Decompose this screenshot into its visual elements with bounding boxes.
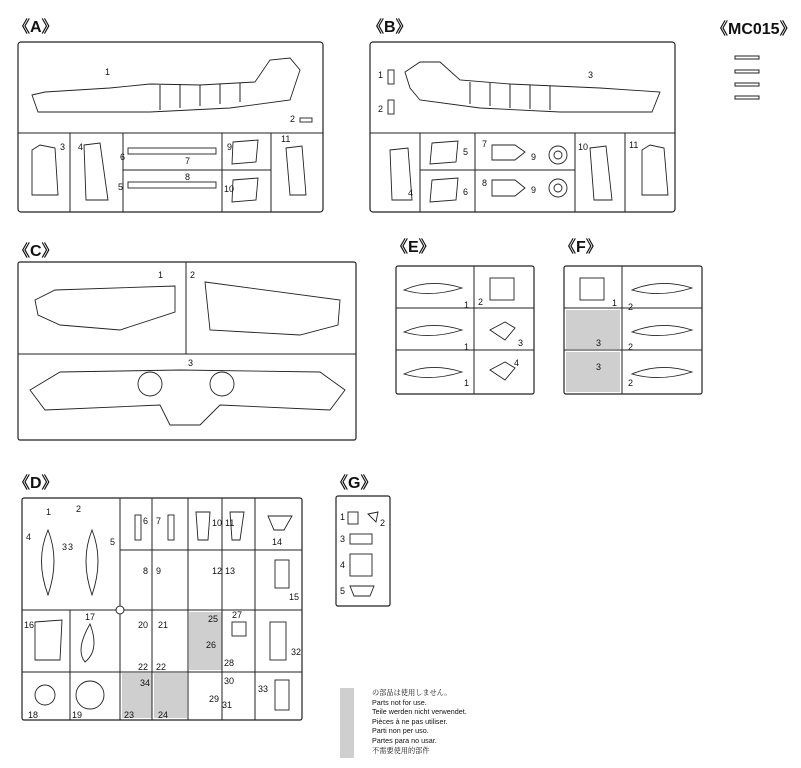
svg-text:3: 3 [188,358,194,368]
svg-text:3: 3 [596,338,602,348]
svg-text:11: 11 [629,140,639,150]
svg-text:13: 13 [225,566,236,576]
svg-text:8: 8 [143,566,149,576]
svg-text:17: 17 [85,612,96,622]
svg-text:22: 22 [138,662,149,672]
svg-text:1: 1 [46,507,52,517]
svg-text:25: 25 [208,614,219,624]
svg-text:3: 3 [588,70,594,80]
svg-text:7: 7 [156,516,162,526]
svg-text:2: 2 [628,302,634,312]
svg-text:4: 4 [514,358,520,368]
sprue-b-label: 《B》 [368,19,412,36]
svg-text:2: 2 [76,504,82,514]
svg-text:7: 7 [482,139,488,149]
svg-text:9: 9 [156,566,162,576]
sprue-g-label: 《G》 [332,475,377,492]
product-code: 《MC015》 [712,21,796,38]
svg-text:7: 7 [185,156,191,166]
svg-text:3: 3 [68,542,74,552]
svg-text:1: 1 [378,70,384,80]
svg-text:31: 31 [222,700,233,710]
legend-line-ja: の部品は使用しません。 [372,688,452,697]
svg-text:10: 10 [212,518,223,528]
svg-text:16: 16 [24,620,35,630]
svg-text:2: 2 [380,518,386,528]
svg-text:19: 19 [72,710,83,720]
svg-text:2: 2 [478,297,484,307]
unused-parts-legend [372,688,467,755]
svg-text:8: 8 [482,178,488,188]
svg-text:2: 2 [378,104,384,114]
svg-text:29: 29 [209,694,220,704]
svg-text:21: 21 [158,620,169,630]
svg-text:6: 6 [463,187,469,197]
svg-text:1: 1 [464,342,470,352]
svg-text:23: 23 [124,710,135,720]
svg-text:6: 6 [120,152,126,162]
svg-text:2: 2 [628,342,634,352]
svg-text:1: 1 [464,300,470,310]
svg-text:8: 8 [185,172,191,182]
legend-line-es: Partes para no usar. [372,735,437,745]
svg-text:12: 12 [212,566,223,576]
svg-text:1: 1 [158,270,164,280]
svg-text:1: 1 [105,67,111,77]
svg-text:5: 5 [463,147,469,157]
sprue-f-label: 《F》 [560,239,602,256]
svg-text:28: 28 [224,658,235,668]
svg-text:27: 27 [232,610,243,620]
svg-text:11: 11 [225,518,235,528]
svg-text:4: 4 [26,532,32,542]
svg-text:5: 5 [118,182,124,192]
legend-line-it: Parti non per uso. [372,726,429,736]
svg-text:9: 9 [531,152,537,162]
legend-line-de: Teile werden nicht verwendet. [372,707,467,717]
svg-text:4: 4 [408,188,414,198]
svg-text:24: 24 [158,710,169,720]
svg-text:20: 20 [138,620,149,630]
svg-text:4: 4 [78,142,84,152]
svg-text:34: 34 [140,678,151,688]
sprue-d-label: 《D》 [14,475,58,492]
svg-text:3: 3 [340,534,346,544]
svg-text:14: 14 [272,537,283,547]
svg-text:26: 26 [206,640,217,650]
legend-line-fr: Pièces à ne pas utiliser. [372,716,448,726]
legend-line-zh: 不需要使用的部件 [372,745,430,755]
svg-text:3: 3 [518,338,524,348]
svg-text:30: 30 [224,676,235,686]
svg-text:2: 2 [628,378,634,388]
svg-text:22: 22 [156,662,167,672]
svg-text:32: 32 [291,647,302,657]
svg-text:15: 15 [289,592,300,602]
svg-text:1: 1 [340,512,346,522]
svg-text:9: 9 [531,185,537,195]
svg-text:2: 2 [190,270,196,280]
legend-line-en: Parts not for use. [372,697,427,707]
svg-text:1: 1 [464,378,470,388]
svg-text:33: 33 [258,684,269,694]
svg-text:3: 3 [596,362,602,372]
svg-text:1: 1 [612,298,618,308]
svg-text:4: 4 [340,560,346,570]
unused-parts-swatch [340,688,354,758]
svg-text:2: 2 [290,114,296,124]
svg-text:10: 10 [224,184,235,194]
svg-text:11: 11 [281,134,291,144]
svg-text:18: 18 [28,710,39,720]
svg-text:3: 3 [60,142,66,152]
sprue-a-label: 《A》 [14,19,58,36]
svg-text:9: 9 [227,142,233,152]
svg-text:5: 5 [110,537,116,547]
sprue-e-label: 《E》 [392,239,435,256]
sprue-c-label: 《C》 [14,243,58,260]
svg-text:3: 3 [62,542,68,552]
svg-text:10: 10 [578,142,589,152]
svg-text:6: 6 [143,516,149,526]
svg-text:5: 5 [340,586,346,596]
